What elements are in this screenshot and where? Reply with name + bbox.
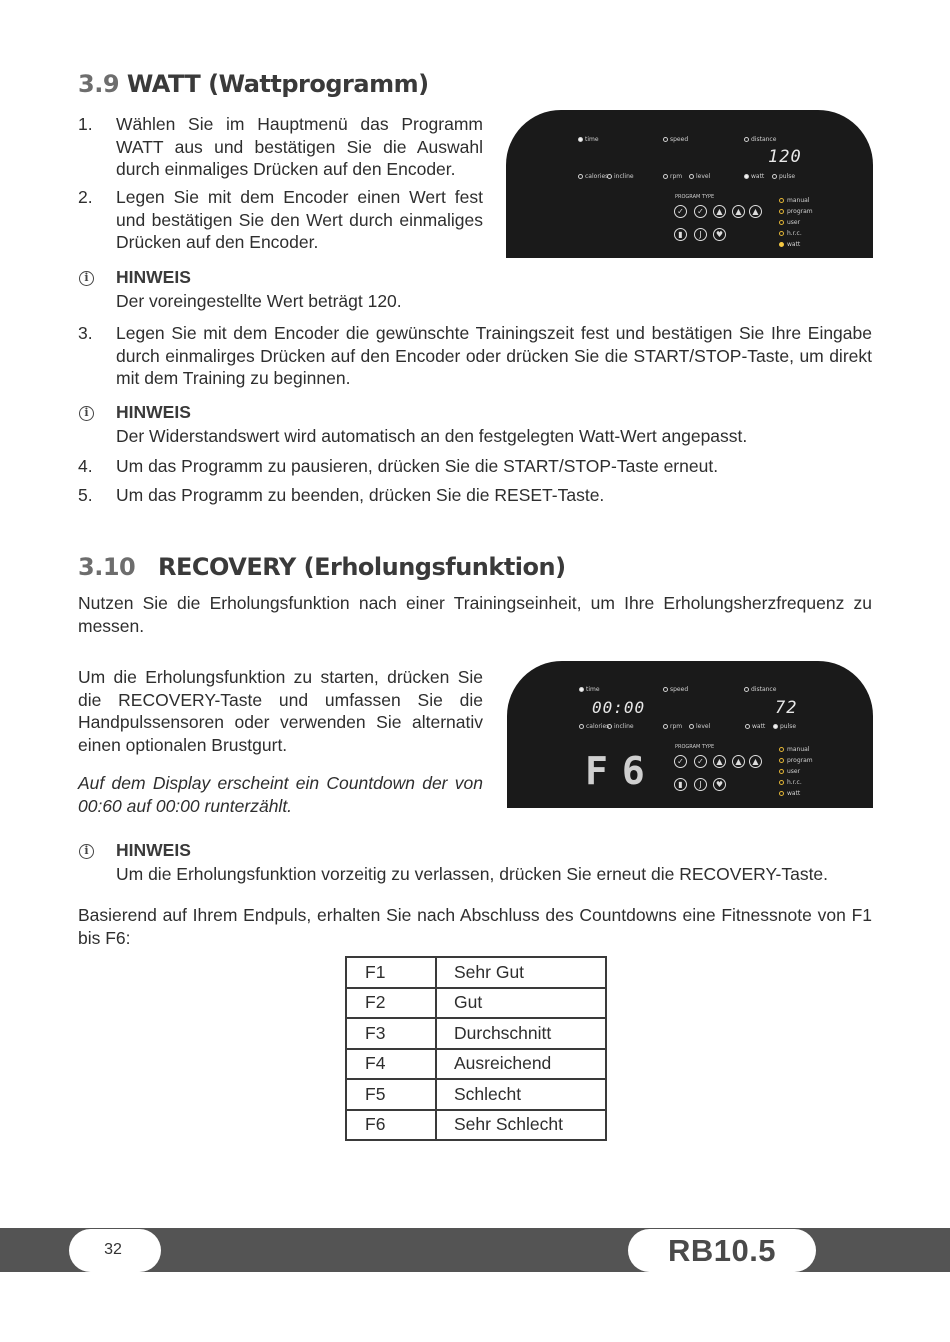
note-title: HINWEIS xyxy=(116,267,191,287)
grade-label: Gut xyxy=(436,988,606,1019)
mode-dot xyxy=(779,198,784,203)
grade-label: Sehr Schlecht xyxy=(436,1110,606,1141)
console-label-distance: distance xyxy=(751,136,777,143)
grade-code: F4 xyxy=(346,1049,436,1080)
console-image-recovery xyxy=(507,661,873,808)
console-label-level: level xyxy=(696,723,711,730)
console-grade-display: F6 xyxy=(585,749,659,793)
page-number: 32 xyxy=(104,1241,122,1258)
mode-label: user xyxy=(787,219,801,226)
console-label-rpm: rpm xyxy=(670,173,683,180)
console-label-speed: speed xyxy=(670,686,689,693)
list-number: 5. xyxy=(78,485,93,505)
note-text: Der Widerstandswert wird automatisch an den festgelegten Watt-Wert angepasst. xyxy=(116,426,748,446)
indicator-dot xyxy=(744,137,749,142)
list-number: 1. xyxy=(78,114,93,134)
mode-dot xyxy=(779,209,784,214)
program-icon: ✓ xyxy=(694,755,707,768)
list-text: Um das Programm zu beenden, drücken Sie die RESET-Taste. xyxy=(116,485,605,505)
table-row xyxy=(346,1110,606,1141)
recovery-intro: Nutzen Sie die Erholungsfunktion nach einer Trainingseinheit, um Ihre Erholungsherzfrequenz zu messen. xyxy=(78,593,872,636)
section-heading-recovery xyxy=(78,553,566,581)
mode-dot xyxy=(779,780,784,785)
section-title: RECOVERY (Erholungsfunktion) xyxy=(158,553,566,581)
indicator-dot xyxy=(607,724,612,729)
program-icon: ▲ xyxy=(749,755,762,768)
section-title: WATT (Wattprogramm) xyxy=(126,70,429,98)
recovery-start-text: Um die Erholungsfunktion zu starten, drücken Sie die RECOVERY-Taste und umfassen Sie die Handpulssensoren oder verwenden Sie alternativ einen optionalen Brustgurt. xyxy=(78,667,483,755)
indicator-dot xyxy=(578,174,583,179)
console-label-speed: speed xyxy=(670,136,689,143)
mode-label: watt xyxy=(787,790,801,797)
program-icon: ♥ xyxy=(713,778,726,791)
indicator-dot xyxy=(663,137,668,142)
mode-dot xyxy=(779,769,784,774)
grade-label: Sehr Gut xyxy=(436,957,606,988)
console-label-calories: calories xyxy=(586,723,610,730)
indicator-dot xyxy=(663,174,668,179)
indicator-dot xyxy=(578,137,583,142)
section-number: 3.10 xyxy=(78,553,136,581)
grade-code: F5 xyxy=(346,1079,436,1110)
console-pulse-display: 72 xyxy=(775,698,798,718)
console-label-incline: incline xyxy=(614,723,634,730)
table-row xyxy=(346,957,606,988)
grade-code: F3 xyxy=(346,1018,436,1049)
section-heading-watt xyxy=(78,70,429,98)
info-icon: i xyxy=(79,406,94,421)
grade-code: F1 xyxy=(346,957,436,988)
list-text: Legen Sie mit dem Encoder einen Wert fest und bestätigen Sie den Wert durch einmaliges Drücken auf den Encoder. xyxy=(116,187,483,252)
program-icon: ▲ xyxy=(713,205,726,218)
console-label-watt: watt xyxy=(751,173,765,180)
info-icon: i xyxy=(79,844,94,859)
mode-dot xyxy=(779,758,784,763)
program-icon: ▲ xyxy=(749,205,762,218)
indicator-dot xyxy=(579,687,584,692)
indicator-dot xyxy=(663,724,668,729)
console-label-rpm: rpm xyxy=(670,723,683,730)
note-text: Um die Erholungsfunktion vorzeitig zu verlassen, drücken Sie erneut die RECOVERY-Taste. xyxy=(116,864,829,884)
model-name: RB10.5 xyxy=(667,1233,777,1268)
note-title: HINWEIS xyxy=(116,840,191,860)
program-type-label: PROGRAM TYPE xyxy=(675,194,715,200)
mode-label: manual xyxy=(787,197,810,204)
indicator-dot xyxy=(663,687,668,692)
console-label-distance: distance xyxy=(751,686,777,693)
console-time-display: 00:00 xyxy=(592,698,646,717)
indicator-dot xyxy=(745,724,750,729)
grade-code: F6 xyxy=(346,1110,436,1141)
console-label-pulse: pulse xyxy=(779,173,796,180)
program-icon: ▮ xyxy=(674,228,687,241)
mode-dot xyxy=(779,791,784,796)
mode-dot-active xyxy=(779,242,784,247)
mode-label: manual xyxy=(787,746,810,753)
console-label-pulse: pulse xyxy=(780,723,797,730)
note-text: Der voreingestellte Wert beträgt 120. xyxy=(116,291,402,311)
mode-label: h.r.c. xyxy=(787,779,802,786)
list-number: 3. xyxy=(78,323,93,343)
program-icon: J xyxy=(694,778,707,791)
program-icon: ▲ xyxy=(732,755,745,768)
mode-dot xyxy=(779,231,784,236)
note-title: HINWEIS xyxy=(116,402,191,422)
program-icon: ✓ xyxy=(694,205,707,218)
program-icon: ✓ xyxy=(674,205,687,218)
mode-label: user xyxy=(787,768,801,775)
indicator-dot xyxy=(689,724,694,729)
mode-dot xyxy=(779,747,784,752)
table-row xyxy=(346,1079,606,1110)
program-icon: ▮ xyxy=(674,778,687,791)
console-label-watt: watt xyxy=(752,723,766,730)
console-label-calories: calories xyxy=(585,173,609,180)
console-label-level: level xyxy=(696,173,711,180)
console-label-time: time xyxy=(585,136,599,143)
program-icon: ▲ xyxy=(713,755,726,768)
grades-intro: Basierend auf Ihrem Endpuls, erhalten Sie nach Abschluss des Countdowns eine Fitnessnote von F1 bis F6: xyxy=(78,905,872,948)
list-text: Um das Programm zu pausieren, drücken Sie die START/STOP-Taste erneut. xyxy=(116,456,719,476)
indicator-dot xyxy=(607,174,612,179)
mode-label: program xyxy=(787,208,813,215)
list-number: 4. xyxy=(78,456,93,476)
mode-label: program xyxy=(787,757,813,764)
table-row xyxy=(346,988,606,1019)
program-icon: ▲ xyxy=(732,205,745,218)
console-image-watt xyxy=(506,110,873,258)
mode-dot xyxy=(779,220,784,225)
mode-label: watt xyxy=(787,241,801,248)
table-row xyxy=(346,1049,606,1080)
list-text: Wählen Sie im Hauptmenü das Programm WATT aus und bestätigen Sie die Auswahl durch einmaliges Drücken auf den Encoder. xyxy=(116,114,483,179)
indicator-dot xyxy=(689,174,694,179)
list-text: Legen Sie mit dem Encoder die gewünschte Trainingszeit fest und bestätigen Sie Ihre Eingabe durch einmalirges Drücken auf den Encoder oder drücken Sie die START/STOP-Taste, um direkt mit dem Training zu beginnen. xyxy=(116,323,872,388)
grade-label: Ausreichend xyxy=(436,1049,606,1080)
countdown-text: Auf dem Display erscheint ein Countdown der von 00:60 auf 00:00 runterzählt. xyxy=(78,773,483,816)
program-icon: ♥ xyxy=(713,228,726,241)
indicator-dot xyxy=(744,174,749,179)
mode-label: h.r.c. xyxy=(787,230,802,237)
console-display-value: 120 xyxy=(768,147,802,167)
indicator-dot xyxy=(744,687,749,692)
grade-code: F2 xyxy=(346,988,436,1019)
table-row xyxy=(346,1018,606,1049)
program-icon: J xyxy=(694,228,707,241)
console-label-incline: incline xyxy=(614,173,634,180)
section-number: 3.9 xyxy=(78,70,120,98)
program-type-label: PROGRAM TYPE xyxy=(675,744,715,750)
indicator-dot xyxy=(772,174,777,179)
info-icon: i xyxy=(79,271,94,286)
list-number: 2. xyxy=(78,187,93,207)
indicator-dot xyxy=(773,724,778,729)
grade-label: Durchschnitt xyxy=(436,1018,606,1049)
console-label-time: time xyxy=(586,686,600,693)
program-icon: ✓ xyxy=(674,755,687,768)
grade-label: Schlecht xyxy=(436,1079,606,1110)
fitness-grades-table xyxy=(345,956,607,1141)
indicator-dot xyxy=(579,724,584,729)
